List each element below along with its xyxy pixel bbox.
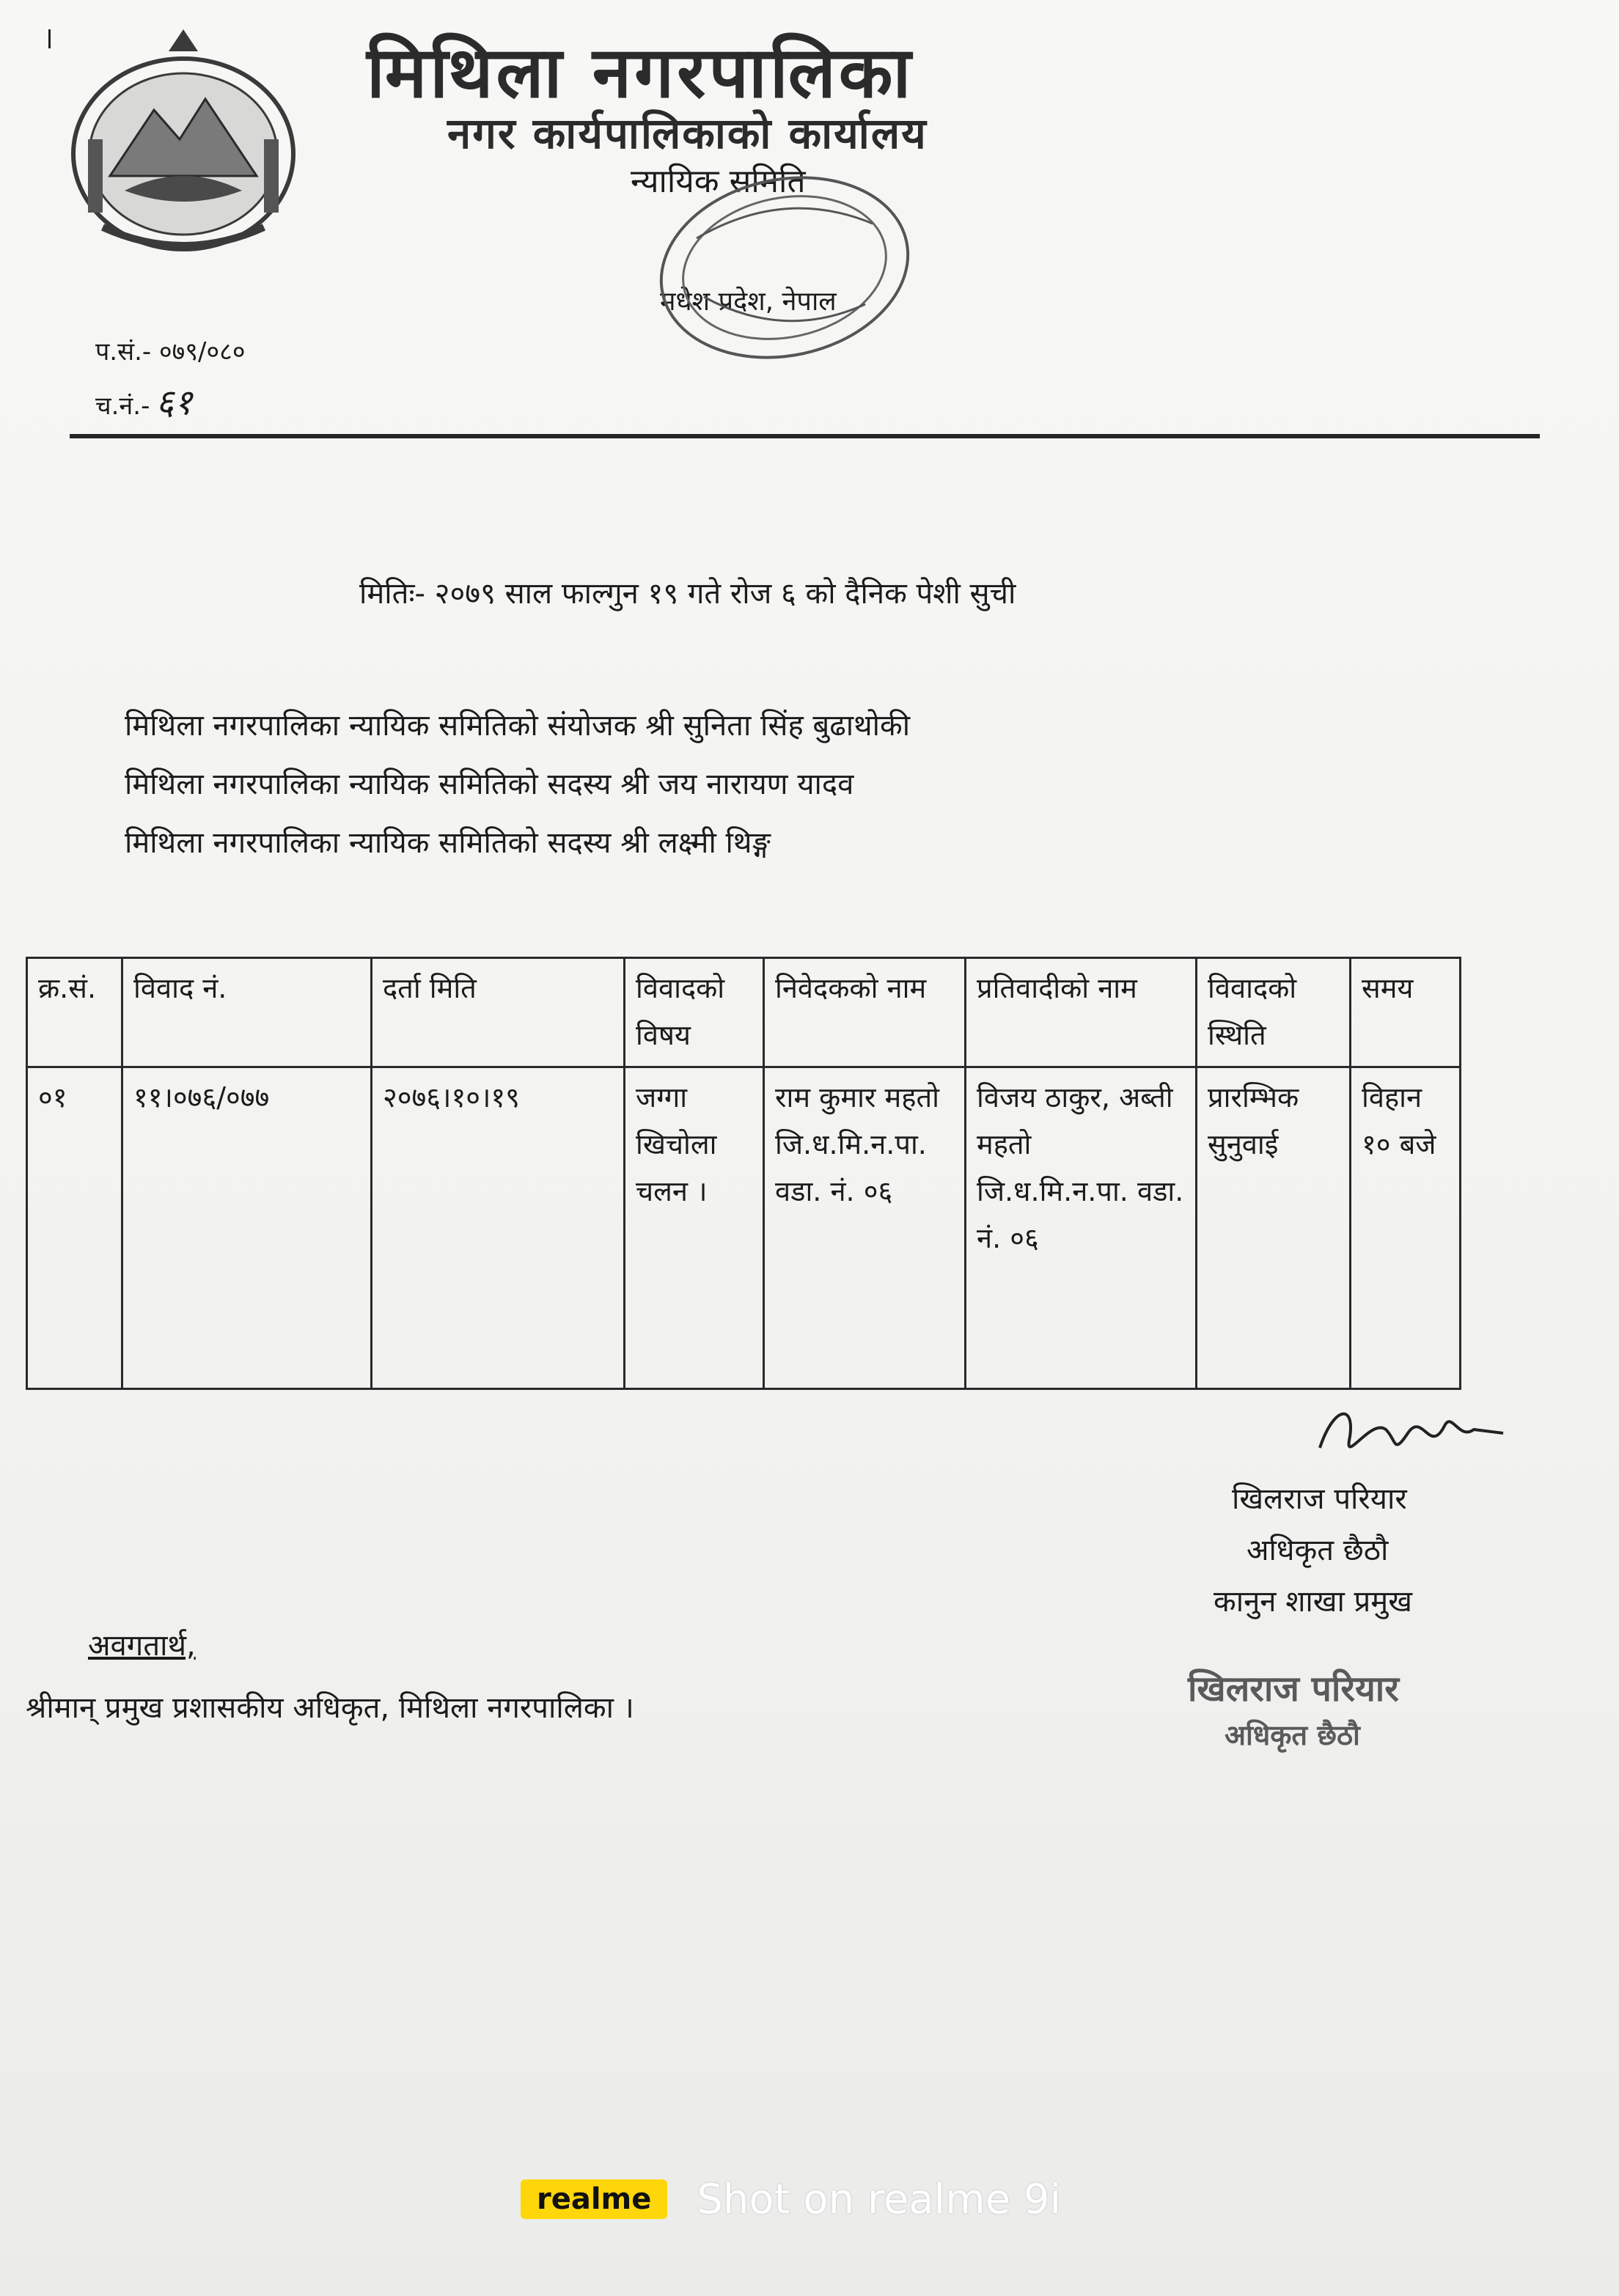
table-cell: जग्गा खिचोला चलन । [625, 1067, 764, 1389]
committee-member-coordinator: मिथिला नगरपालिका न्यायिक समितिको संयोजक श्री सुनिता सिंह बुढाथोकी [125, 709, 911, 743]
name-stamp-name: खिलराज परियार [1188, 1668, 1399, 1710]
municipality-heading: मिथिला नगरपालिका [367, 32, 914, 114]
table-cell: ११।०७६/०७७ [122, 1067, 372, 1389]
dispatch-label: च.नं.- [95, 391, 150, 421]
table-cell: राम कुमार महतो जि.ध.मि.न.पा. वडा. नं. ०६ [764, 1067, 966, 1389]
column-header: विवादको विषय [625, 958, 764, 1067]
column-header: क्र.सं. [27, 958, 122, 1067]
office-seal-stamp [638, 158, 931, 378]
dispatch-number: ६१ [155, 382, 193, 423]
table-cell: विहान १० बजे [1351, 1067, 1461, 1389]
signatory-designation: अधिकृत छैठौ [1247, 1534, 1389, 1567]
column-header: समय [1351, 958, 1461, 1067]
column-header: विवाद नं. [122, 958, 372, 1067]
acknowledgement-recipient: श्रीमान् प्रमुख प्रशासकीय अधिकृत, मिथिला नगरपालिका । [26, 1691, 634, 1725]
table-cell: प्रारम्भिक सुनुवाई [1197, 1067, 1351, 1389]
watermark-brand-badge: realme [521, 2179, 667, 2219]
province-heading: मधेश प्रदेश, नेपाल [660, 287, 837, 317]
table-cell: २०७६।१०।१९ [372, 1067, 625, 1389]
fiscal-year-reference: प.सं.- ०७९/०८० [95, 337, 246, 367]
dispatch-reference [95, 378, 192, 425]
handwritten-signature [1305, 1397, 1510, 1470]
column-header: विवादको स्थिति [1197, 958, 1351, 1067]
nepal-emblem-icon [59, 29, 308, 264]
table-row [27, 1067, 1461, 1389]
header-divider [70, 434, 1540, 438]
column-header: निवेदकको नाम [764, 958, 966, 1067]
committee-member-2: मिथिला नगरपालिका न्यायिक समितिको सदस्य श्री लक्ष्मी थिङ्ग [125, 826, 771, 860]
column-header: प्रतिवादीको नाम [966, 958, 1197, 1067]
table-cell: विजय ठाकुर, अब्ती महतो जि.ध.मि.न.पा. वडा. नं. ०६ [966, 1067, 1197, 1389]
hearing-list-title: मितिः- २०७९ साल फाल्गुन १९ गते रोज ६ को दैनिक पेशी सुची [359, 577, 1016, 611]
margin-mark [48, 29, 51, 48]
committee-member-1: मिथिला नगरपालिका न्यायिक समितिको सदस्य श्री जय नारायण यादव [125, 768, 854, 801]
camera-watermark [521, 2174, 1061, 2225]
signatory-name: खिलराज परियार [1232, 1482, 1407, 1516]
signatory-section: कानुन शाखा प्रमुख [1214, 1585, 1412, 1619]
name-stamp-designation: अधिकृत छैठौ [1225, 1719, 1360, 1751]
office-heading: नगर कार्यपालिकाको कार्यालय [447, 108, 928, 158]
acknowledgement-label: अवगतार्थ, [88, 1629, 196, 1663]
column-header: दर्ता मिति [372, 958, 625, 1067]
hearing-table [26, 957, 1461, 1390]
committee-heading: न्यायिक समिति [631, 163, 806, 200]
table-header-row [27, 958, 1461, 1067]
table-cell: ०१ [27, 1067, 122, 1389]
watermark-text: Shot on realme 9i [697, 2175, 1062, 2223]
